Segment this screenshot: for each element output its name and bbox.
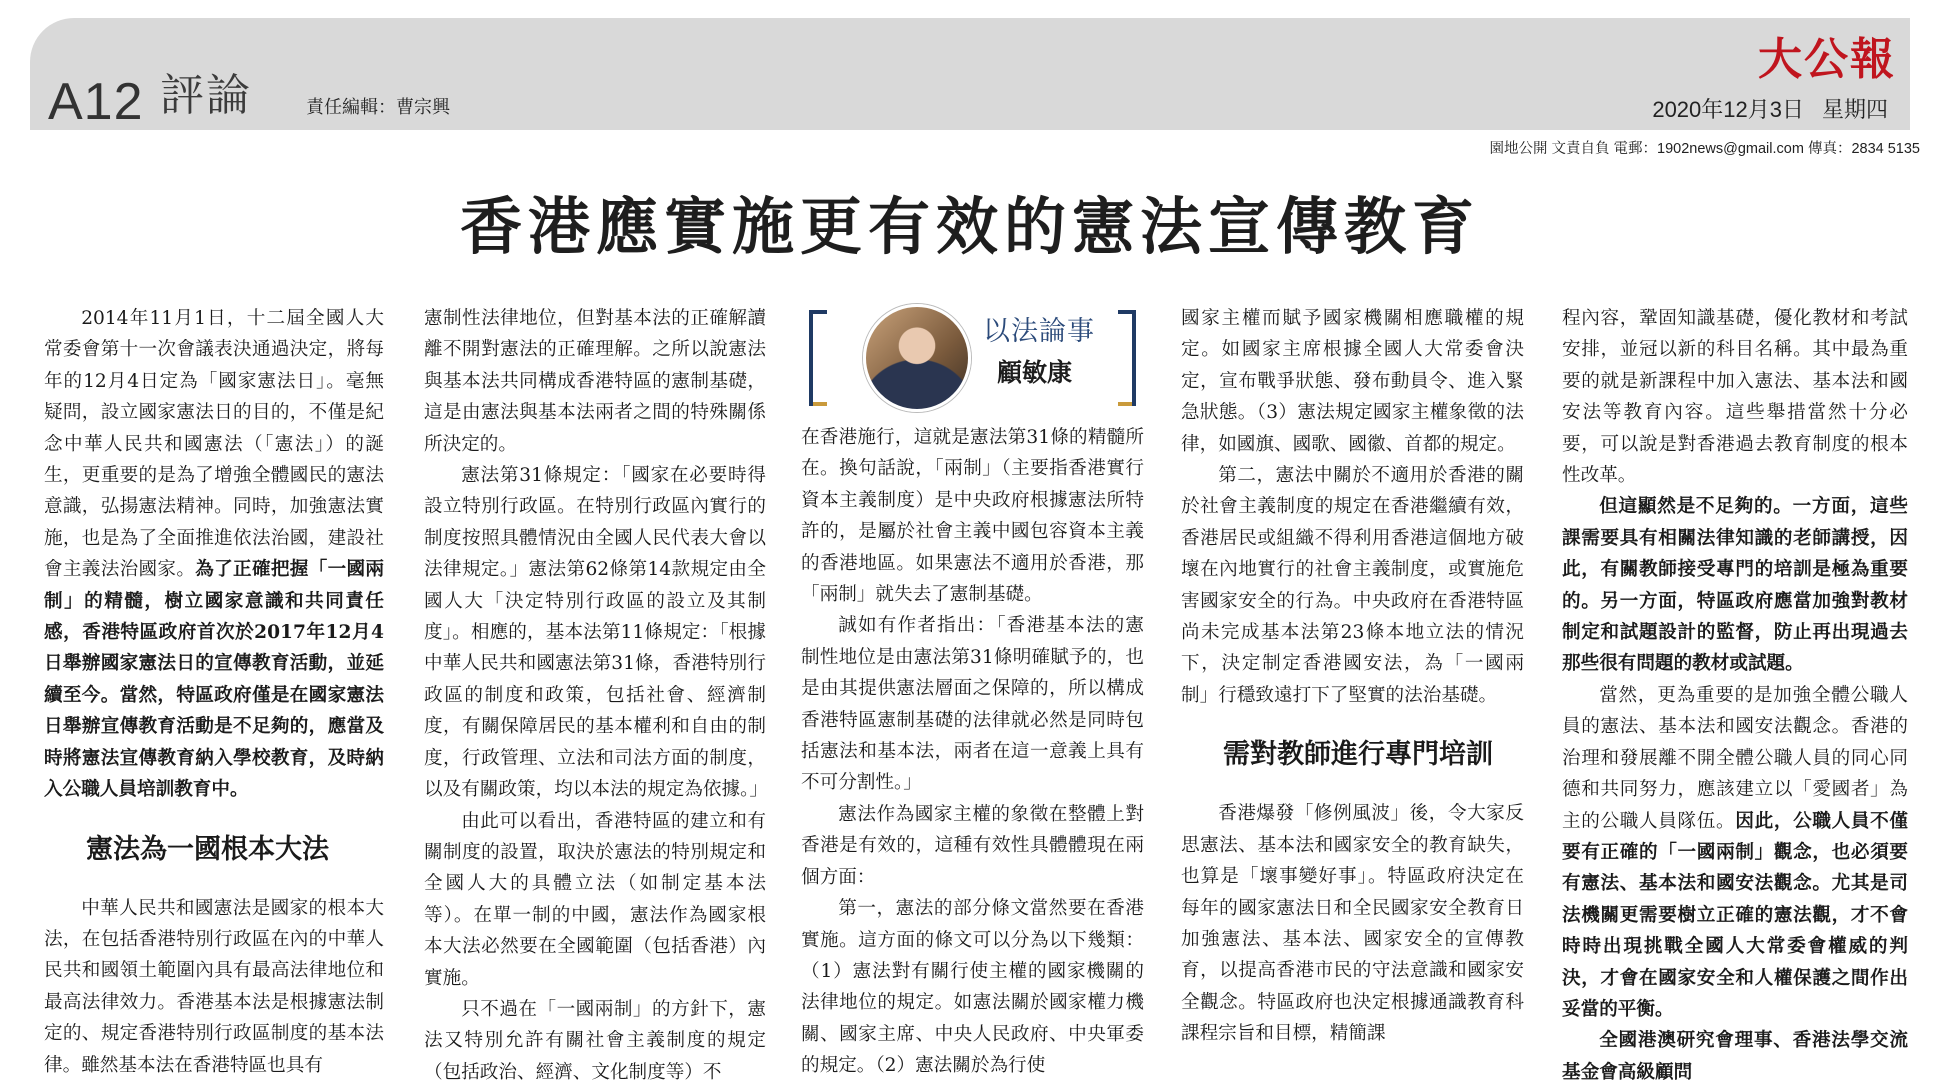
paragraph: 第二，憲法中關於不適用於香港的關於社會主義制度的規定在香港繼續有效，香港居民或組織不得利用香港這個地方破壞在內地實行的社會主義制度，或實施危害國家安全的行為。中央政府在香港特區尚未完成基本法第23條本地立法的情況下，決定制定香港國安法，為「一國兩制」行穩致遠打下了堅實的法治基礎。 — [1181, 465, 1524, 706]
paragraph: 香港爆發「修例風波」後，令大家反思憲法、基本法和國家安全的教育缺失，也算是「壞事變好事」。特區政府決定在每年的國家憲法日和全民國家安全教育日加強憲法、基本法、國家安全的宣傳教育，以提高香港市民的守法意識和國家安全觀念。特區政府也決定根據通識教育科課程宗旨和目標，精簡課 — [1181, 803, 1524, 1045]
paragraph — [1562, 680, 1908, 1025]
article-column-5 — [1562, 303, 1908, 1083]
paragraph: 只不過在「一國兩制」的方針下，憲法又特別允許有關社會主義制度的規定（包括政治、經濟、文化制度等）不 — [424, 998, 766, 1083]
bold-paragraph-text: 但這顯然是不足夠的。一方面，這些課需要具有相關法律知識的老師講授，因此，有關教師接受專門的培訓是極為重要的。另一方面，特區政府應當加強對教材制定和試題設計的監督，防止再出現過去那些很有問題的教材或試題。 — [1562, 496, 1908, 675]
column-name: 以法論事 — [983, 316, 1095, 347]
contact-info: 園地公開 文責自負 電郵：1902news@gmail.com 傳真：2834 5135 — [1489, 141, 1920, 157]
right-bracket-decoration — [1118, 310, 1136, 406]
article-column-4 — [1181, 303, 1524, 1066]
paragraph: 憲法第31條規定：「國家在必要時得設立特別行政區。在特別行政區內實行的制度按照具體情況由全國人民代表大會以法律規定。」憲法第62條第14款規定由全國人大「決定特別行政區的設立及其制度」。相應的，基本法第11條規定：「根據中華人民共和國憲法第31條，香港特別行政區的制度和政策，包括社會、經濟制度，有關保障居民的基本權利和自由的制度，行政管理、立法和司法方面的制度，以及有關政策，均以本法的規定為依據。」 — [424, 465, 768, 801]
section-name: 評論 — [160, 70, 252, 121]
left-bracket-decoration — [809, 310, 827, 406]
page-number: A12 — [48, 73, 144, 131]
bold-paragraph-text: 因此，公職人員不僅要有正確的「一國兩制」觀念，也必須要有憲法、基本法和國安法觀念。尤其是司法機關更需要樹立正確的憲法觀，才不會時時出現挑戰全國人大常委會權威的判決，才會在國家安全和人權保護之間作出妥當的平衡。 — [1562, 810, 1908, 1020]
paragraph-text: 當然，更為重要的是加強全體公職人員的憲法、基本法和國安法觀念。香港的治理和發展離不開全體公職人員的同心同德和共同努力，應該建立以「愛國者」為主的公職人員隊伍。 — [1562, 684, 1908, 832]
date-text: 2020年12月3日 — [1652, 97, 1804, 122]
author-portrait — [863, 304, 971, 412]
subheading: 需對教師進行專門培訓 — [1223, 739, 1493, 771]
paragraph: 國家主權而賦予國家機關相應職權的規定。如國家主席根據全國人大常委會決定，宣布戰爭狀態、發布動員令、進入緊急狀態。（3）憲法規定國家主權象徵的法律，如國旗、國歌、國徽、首都的規定。 — [1181, 308, 1524, 455]
author-name: 顧敏康 — [997, 358, 1073, 387]
paragraph: 憲制性法律地位，但對基本法的正確解讀離不開對憲法的正確理解。之所以說憲法與基本法共同構成香港特區的憲制基礎，這是由憲法與基本法兩者之間的特殊關係所決定的。 — [424, 308, 766, 455]
author-title — [1562, 1025, 1908, 1088]
paragraph — [1562, 491, 1908, 679]
bold-paragraph-text: 為了正確把握「一國兩制」的精髓，樹立國家意識和共同責任感，香港特區政府首次於2017年12月4日舉辦國家憲法日的宣傳教育活動，並延續至今。當然，特區政府僅是在國家憲法日舉辦宣傳教育活動是不足夠的，應當及時將憲法宣傳教育納入學校教育，及時納入公職人員培訓教育中。 — [44, 559, 384, 801]
article-column-2 — [424, 303, 768, 1083]
paragraph: 程內容，鞏固知識基礎，優化教材和考試安排，並冠以新的科目名稱。其中最為重要的就是新課程中加入憲法、基本法和國安法等教育內容。這些舉措當然十分必要，可以說是對香港過去教育制度的根本性改革。 — [1562, 308, 1908, 487]
paragraph: 中華人民共和國憲法是國家的根本大法，在包括香港特別行政區在內的中華人民共和國領土範圍內具有最高法律地位和最高法律效力。香港基本法是根據憲法制定的、規定香港特別行政區制度的基本法律。雖然基本法在香港特區也具有 — [44, 897, 384, 1076]
paragraph — [44, 303, 384, 806]
subheading: 憲法為一國根本大法 — [86, 833, 329, 865]
columnist-box — [801, 300, 1144, 420]
paragraph: 在香港施行，這就是憲法第31條的精髓所在。換句話說，「兩制」（主要指香港實行資本主義制度）是中央政府根據憲法所特許的，是屬於社會主義中國包容資本主義的香港地區。如果憲法不適用於香港，那「兩制」就失去了憲制基礎。 — [801, 427, 1144, 606]
weekday-text: 星期四 — [1821, 97, 1888, 122]
paragraph: 憲法作為國家主權的象徵在整體上對香港是有效的，這種有效性具體體現在兩個方面： — [801, 803, 1144, 888]
responsible-editor: 責任編輯：曹宗興 — [306, 97, 450, 118]
paragraph: 誠如有作者指出：「香港基本法的憲制性地位是由憲法第31條明確賦予的，也是由其提供憲法層面之保障的，所以構成香港特區憲制基礎的法律就必然是同時包括憲法和基本法，兩者在這一意義上具有不可分割性。」 — [801, 615, 1144, 794]
paragraph-text: 2014年11月1日，十二屆全國人大常委會第十一次會議表決通過決定，將每年的12月4日定為「國家憲法日」。毫無疑問，設立國家憲法日的目的，不僅是紀念中華人民共和國憲法（「憲法」）的誕生，更重要的是為了增強全體國民的憲法意識，弘揚憲法精神。同時，加強憲法實施，也是為了全面推進依法治國，建設社會主義法治國家。 — [44, 308, 384, 581]
issue-date — [1652, 99, 1888, 121]
article-column-3 — [801, 422, 1144, 1077]
author-title-text: 全國港澳研究會理事、香港法學交流基金會高級顧問 — [1562, 1030, 1908, 1083]
paragraph: 第一，憲法的部分條文當然要在香港實施。這方面的條文可以分為以下幾類：（1）憲法對有關行使主權的國家機關的法律地位的規定。如憲法關於國家權力機關、國家主席、中央人民政府、中央軍委的規定。（2）憲法關於為行使 — [801, 898, 1144, 1077]
article-headline: 香港應實施更有效的憲法宣傳教育 — [459, 190, 1480, 263]
paragraph: 由此可以看出，香港特區的建立和有關制度的設置，取決於憲法的特別規定和全國人大的具體立法（如制定基本法等）。在單一制的中國，憲法作為國家根本大法必然要在全國範圍（包括香港）內實施。 — [424, 810, 766, 989]
article-column-1 — [44, 303, 384, 1076]
newspaper-logo: 大公報 — [1758, 34, 1896, 85]
